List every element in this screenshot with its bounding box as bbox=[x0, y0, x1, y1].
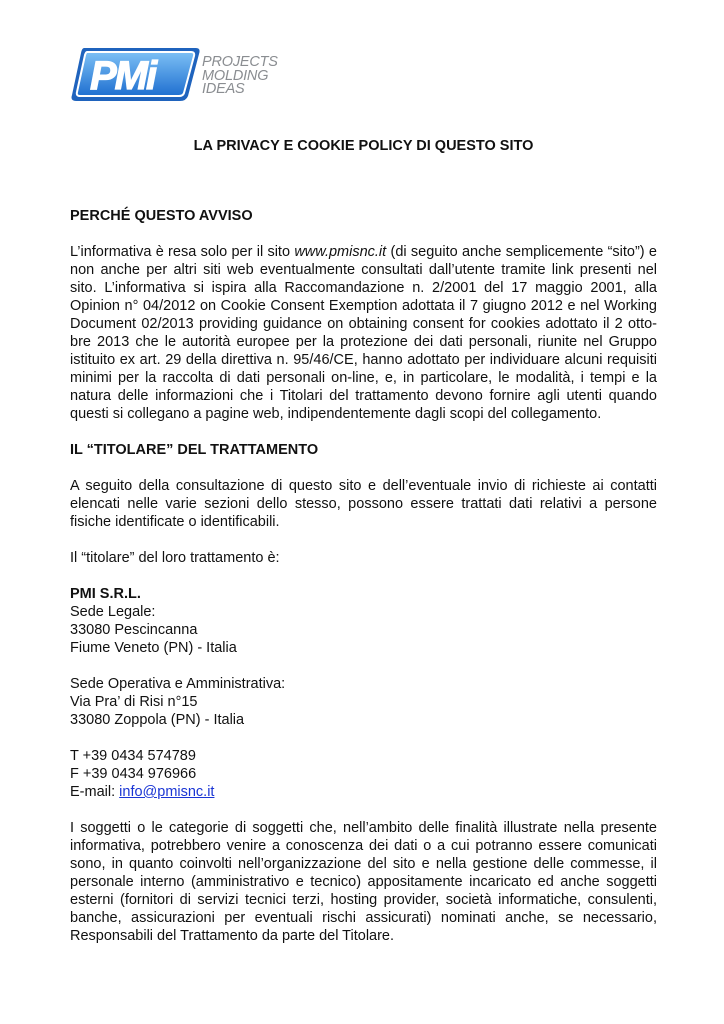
site-name: www.pmisnc.it bbox=[294, 244, 387, 260]
page-title: LA PRIVACY E COOKIE POLICY DI QUESTO SITO bbox=[193, 138, 534, 154]
logo-line-ideas: IDEAS bbox=[202, 81, 245, 97]
email-link[interactable]: info@pmisnc.it bbox=[119, 784, 215, 800]
svg-text:PMi: PMi bbox=[90, 54, 156, 98]
email-line bbox=[70, 783, 657, 801]
paragraph-informativa-start: L’informativa è resa solo per il sito bbox=[70, 244, 295, 260]
logo-wordmark bbox=[202, 56, 278, 97]
pmi-logo-mark bbox=[70, 44, 202, 104]
operational-seat-label: Sede Operativa e Amministrativa: bbox=[70, 676, 286, 692]
company-logo bbox=[70, 44, 300, 104]
logo-line-molding: MOLDING bbox=[202, 67, 269, 84]
policy-document bbox=[70, 137, 657, 945]
paragraph-consultazione: A seguito della consultazione di questo sito e dell’eventuale invio di richieste ai contatti elencati nelle varie sezioni dello stesso, possono essere trattati dati relativi a persone fisiche identificate o identificabili. bbox=[70, 478, 657, 530]
phone-number: T +39 0434 574789 bbox=[70, 748, 196, 764]
company-name: PMI S.R.L. bbox=[70, 586, 141, 602]
paragraph-titolare-intro: Il “titolare” del loro trattamento è: bbox=[70, 550, 280, 566]
paragraph-informativa-rest: (di seguito anche semplicemente “sito”) e non anche per altri siti web eventualmente consultati dall’utente tramite link presenti nel sito. L’informativa si ispira alla Raccomandazione n. 2/2001 del 17 maggio 2001, alla Opinion n° 04/2012 on Cookie Consent Exemption adottata il 7 giugno 2012 e nel Working Document 02/2013 providing guidance on obtaining consent for cookies adottato il 2 otto-bre 2013 che le autorità europee per la protezione dei dati personali, riunite nel Gruppo istituito ex art. 29 della direttiva n. 95/46/CE, hanno adottato per individuare alcuni requisiti minimi per la raccolta di dati personali on-line, e, in particolare, le modalità, i tempi e la natura delle informazioni che i Titolari del trattamento devono fornire agli utenti quando questi si collegano a pagine web, indipendentemente dagli scopi del collegamento. bbox=[70, 244, 657, 422]
operational-seat-line-1: Via Pra’ di Risi n°15 bbox=[70, 694, 198, 710]
fax-number: F +39 0434 976966 bbox=[70, 766, 197, 782]
legal-seat-label: Sede Legale: bbox=[70, 604, 156, 620]
legal-seat-line-1: 33080 Pescincanna bbox=[70, 622, 198, 638]
operational-seat-line-2: 33080 Zoppola (PN) - Italia bbox=[70, 712, 245, 728]
paragraph-soggetti: I soggetti o le categorie di soggetti che, nell’ambito delle finalità illustrate nella presente informativa, potrebbero venire a conoscenza dei dati o a cui potranno essere comunicati sono, in quanto coinvolti nell’organizzazione del sito e nella gestione delle commesse, il personale interno (amministrativo e tecnico) appositamente incaricato ed anche soggetti esterni (fornitori di servizi tecnici terzi, hosting provider, società informatiche, consulenti, banche, assicurazioni per eventuali rischi assicurati) nominati anche, se necessario, Responsabili del Trattamento da parte del Titolare. bbox=[70, 820, 657, 944]
section-heading-perche: PERCHÉ QUESTO AVVISO bbox=[70, 208, 253, 224]
email-label: E-mail: bbox=[70, 784, 120, 800]
paragraph-informativa bbox=[70, 243, 657, 423]
legal-seat-line-2: Fiume Veneto (PN) - Italia bbox=[70, 640, 237, 656]
logo-line-projects: PROJECTS bbox=[202, 54, 278, 70]
section-heading-titolare: IL “TITOLARE” DEL TRATTAMENTO bbox=[70, 442, 319, 458]
